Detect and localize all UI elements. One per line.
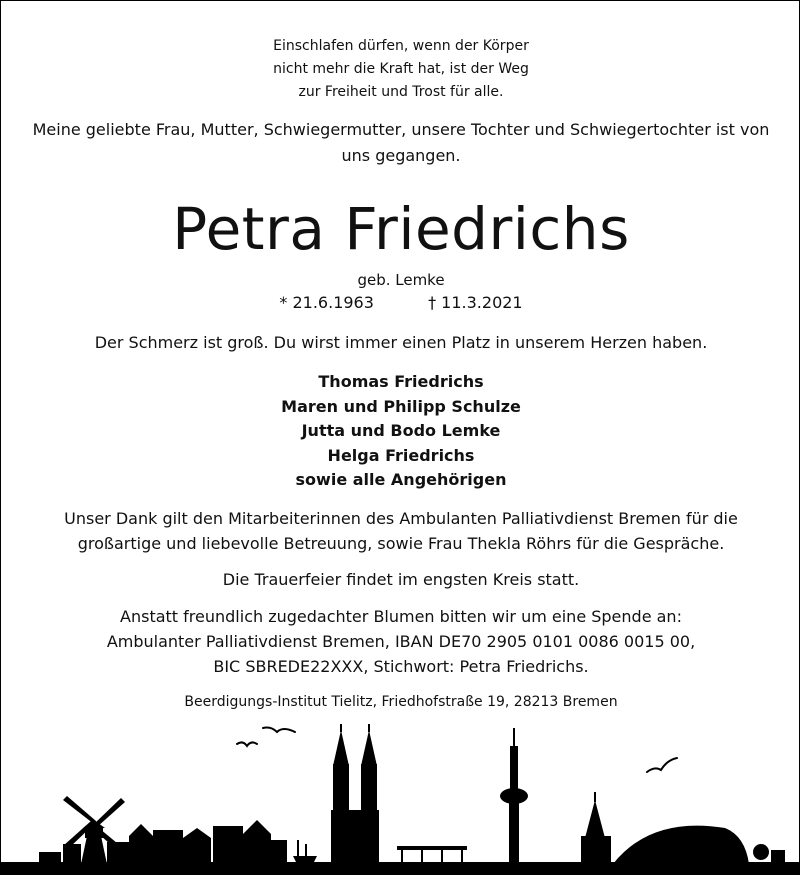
deceased-name: Petra Friedrichs (172, 195, 630, 263)
funeral-note: Die Trauerfeier findet im engsten Kreis statt. (222, 570, 580, 589)
intro-line: Meine geliebte Frau, Mutter, Schwiegermutter, unsere Tochter und Schwiegertochter ist von (32, 120, 770, 139)
poem-line: zur Freiheit und Trost für alle. (298, 84, 504, 100)
life-dates (1, 293, 800, 312)
mourner-name: Helga Friedrichs (327, 446, 475, 465)
birth-name: geb. Lemke (357, 271, 445, 289)
poem-line: Einschlafen dürfen, wenn der Körper (273, 38, 529, 54)
birth-date: * 21.6.1963 (279, 293, 374, 312)
mourner-name: Jutta und Bodo Lemke (301, 421, 501, 440)
intro-line: uns gegangen. (341, 146, 461, 165)
poem-line: nicht mehr die Kraft hat, ist der Weg (273, 61, 529, 77)
death-date: † 11.3.2021 (428, 293, 523, 312)
bremen-skyline-silhouette-icon (1, 724, 800, 874)
condolence-message: Der Schmerz ist groß. Du wirst immer einen Platz in unserem Herzen haben. (94, 333, 708, 352)
donation-line: Ambulanter Palliativdienst Bremen, IBAN DE70 2905 0101 0086 0015 00, (106, 632, 696, 651)
mourner-name: Maren und Philipp Schulze (281, 397, 521, 416)
donation-line: Anstatt freundlich zugedachter Blumen bitten wir um eine Spende an: (120, 607, 682, 626)
mourner-name: Thomas Friedrichs (318, 372, 484, 391)
donation-line: BIC SBREDE22XXX, Stichwort: Petra Friedrichs. (213, 657, 589, 676)
thanks-line: großartige und liebevolle Betreuung, sowie Frau Thekla Röhrs für die Gespräche. (77, 534, 725, 553)
mourner-name: sowie alle Angehörigen (295, 470, 507, 489)
undertaker-address: Beerdigungs-Institut Tielitz, Friedhofstraße 19, 28213 Bremen (184, 694, 618, 710)
thanks-line: Unser Dank gilt den Mitarbeiterinnen des Ambulanten Palliativdienst Bremen für die (64, 509, 738, 528)
